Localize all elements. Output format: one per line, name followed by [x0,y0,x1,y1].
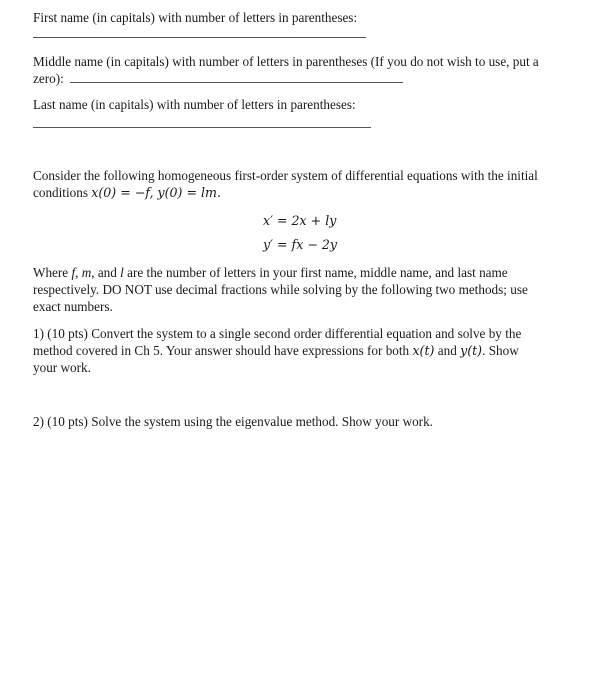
middle-name-label-line2: zero): [33,70,573,87]
first-name-label: First name (in capitals) with number of letters in parentheses: [33,10,358,25]
question-1 [33,325,573,376]
question-1-line2: method covered in Ch 5. Your answer should have expressions for both x(t) and y(t). Show [33,343,519,358]
where-line3: exact numbers. [33,299,113,314]
problem-intro-line2: conditions x(0) = −f, y(0) = lm. [33,185,222,200]
initial-conditions: x(0) = −f, y(0) = lm. [91,185,222,200]
last-name-label: Last name (in capitals) with number of letters in parentheses: [33,97,356,112]
problem-intro-line1: Consider the following homogeneous first-order system of differential equations with the initial [33,168,538,183]
first-name-section [33,9,573,26]
first-name-answer-line[interactable] [33,37,366,38]
where-line2: respectively. DO NOT use decimal fractions while solving by the following two methods; use [33,282,528,297]
last-name-section [33,96,573,113]
variable-definitions [33,264,573,315]
last-name-answer-line[interactable] [33,127,371,128]
question-2-text: 2) (10 pts) Solve the system using the eigenvalue method. Show your work. [33,414,433,429]
equation-y-prime: y′ = fx − 2y [263,237,337,252]
equation-x-prime: x′ = 2x + ly [263,213,337,228]
middle-name-section [33,53,573,87]
middle-name-answer-line[interactable] [70,71,403,83]
question-1-line3: your work. [33,360,91,375]
middle-name-label-line1: Middle name (in capitals) with number of letters in parentheses (If you do not wish to use, put a [33,54,539,69]
problem-intro [33,167,573,201]
question-2 [33,413,573,430]
question-1-line1: 1) (10 pts) Convert the system to a single second order differential equation and solve by the [33,326,522,341]
where-line1: Where f, m, and l are the number of letters in your first name, middle name, and last name [33,265,508,280]
